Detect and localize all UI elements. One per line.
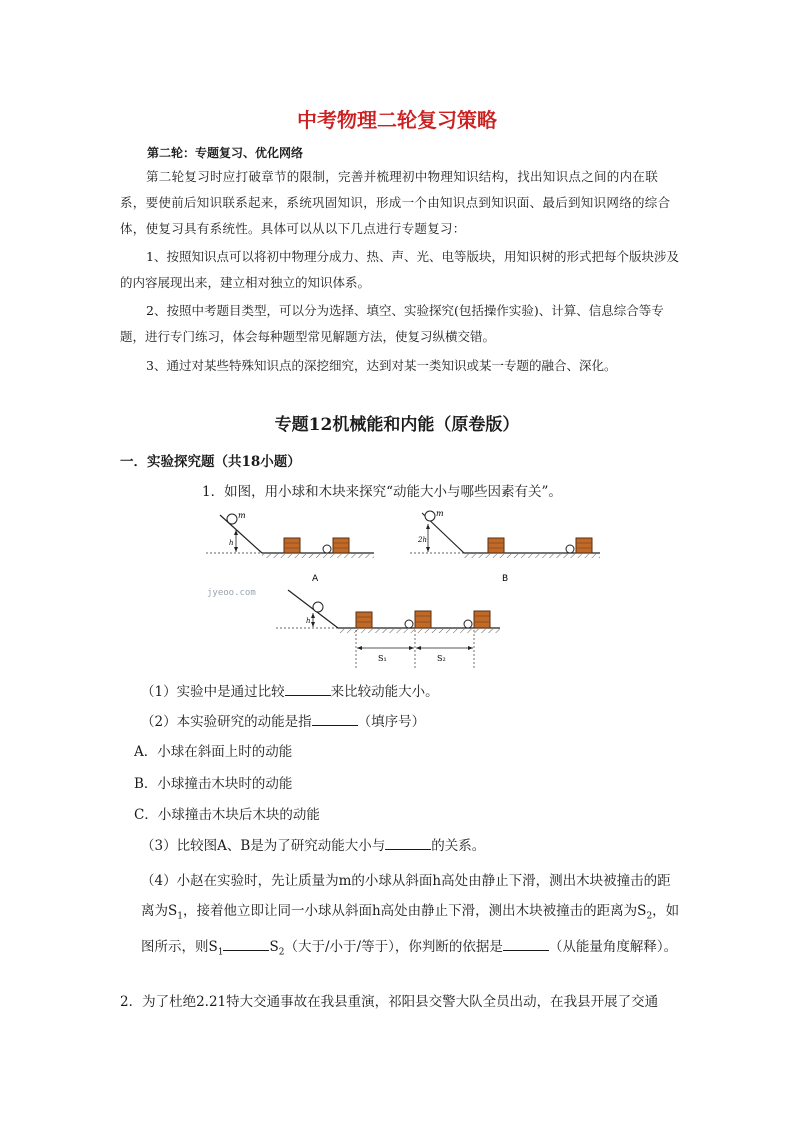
watermark: jyeoo.com [207, 588, 256, 598]
label-a: A [312, 574, 319, 584]
section-heading: 一．实验探究题（共18小题） [120, 454, 301, 470]
option-b: B．小球撞击木块时的动能 [134, 776, 293, 792]
strategy-item-2: 2、按照中考题目类型，可以分为选择、填空、实验探究(包括操作实验)、计算、信息综合等专题，进行专门练习，体会每种题型常见解题方法，使复习纵横交错。 [120, 303, 664, 344]
question-1-part-1: （1）实验中是通过比较 来比较动能大小。 [141, 684, 439, 700]
label-h-bottom: h [306, 617, 311, 625]
label-2h: 2h [418, 536, 427, 544]
answer-blank-4[interactable] [223, 938, 269, 951]
label-s2: S₂ [437, 654, 446, 663]
label-b: B [502, 574, 509, 584]
intro-paragraph: 第二轮复习时应打破章节的限制，完善并梳理初中物理知识结构，找出知识点之间的内在联系，要使前后知识联系起来，系统巩固知识，形成一个由知识点到知识面、最后到知识网络的综合体，使复习具有系统性。具体可以从以下几点进行专题复习： [120, 169, 671, 236]
label-m-a: m [238, 511, 246, 520]
topic-heading: 专题12机械能和内能（原卷版） [274, 415, 520, 435]
question-1-part-2: （2）本实验研究的动能是指 （填序号） [141, 714, 426, 730]
answer-blank-3[interactable] [385, 837, 431, 850]
label-m-b: m [436, 509, 444, 518]
question-1-stem: 1．如图，用小球和木块来探究“动能大小与哪些因素有关”。 [202, 484, 562, 500]
experiment-figure [200, 504, 620, 674]
figure-b [410, 511, 600, 558]
question-1-part-4: （4）小赵在实验时，先让质量为m的小球从斜面h高处由静止下滑，测出木块被撞击的距离为$S_1$，接着他立即让同一小球从斜面h高处由静止下滑，测出木块被撞击的距离为$S_2$，如图所示，则$S_1$ $S_2$（大于/小于/等于），你判断的依据是 （从能量角度解释）。 [141, 873, 680, 958]
answer-blank-1[interactable] [285, 683, 331, 696]
label-h-a: h [229, 539, 234, 547]
question-2-stem: 2．为了杜绝2.21特大交通事故在我县重演，祁阳县交警大队全员出动，在我县开展了交通 [120, 994, 659, 1010]
figure-bottom [276, 590, 500, 670]
answer-blank-2[interactable] [312, 713, 358, 726]
page-title: 中考物理二轮复习策略 [297, 108, 497, 132]
strategy-item-3: 3、通过对某些特殊知识点的深挖细究，达到对某一类知识或某一专题的融合、深化。 [146, 358, 617, 373]
label-s1: S₁ [378, 654, 387, 663]
strategy-item-1: 1、按照知识点可以将初中物理分成力、热、声、光、电等版块，用知识树的形式把每个版块涉及的内容展现出来，建立相对独立的知识体系。 [120, 249, 679, 290]
answer-blank-5[interactable] [503, 938, 549, 951]
option-a: A．小球在斜面上时的动能 [134, 744, 293, 760]
figure-a [206, 514, 374, 558]
subtitle: 第二轮：专题复习、优化网络 [147, 146, 304, 160]
question-1-part-3: （3）比较图A、B是为了研究动能大小与 的关系。 [141, 838, 486, 854]
option-c: C．小球撞击木块后木块的动能 [134, 807, 320, 823]
